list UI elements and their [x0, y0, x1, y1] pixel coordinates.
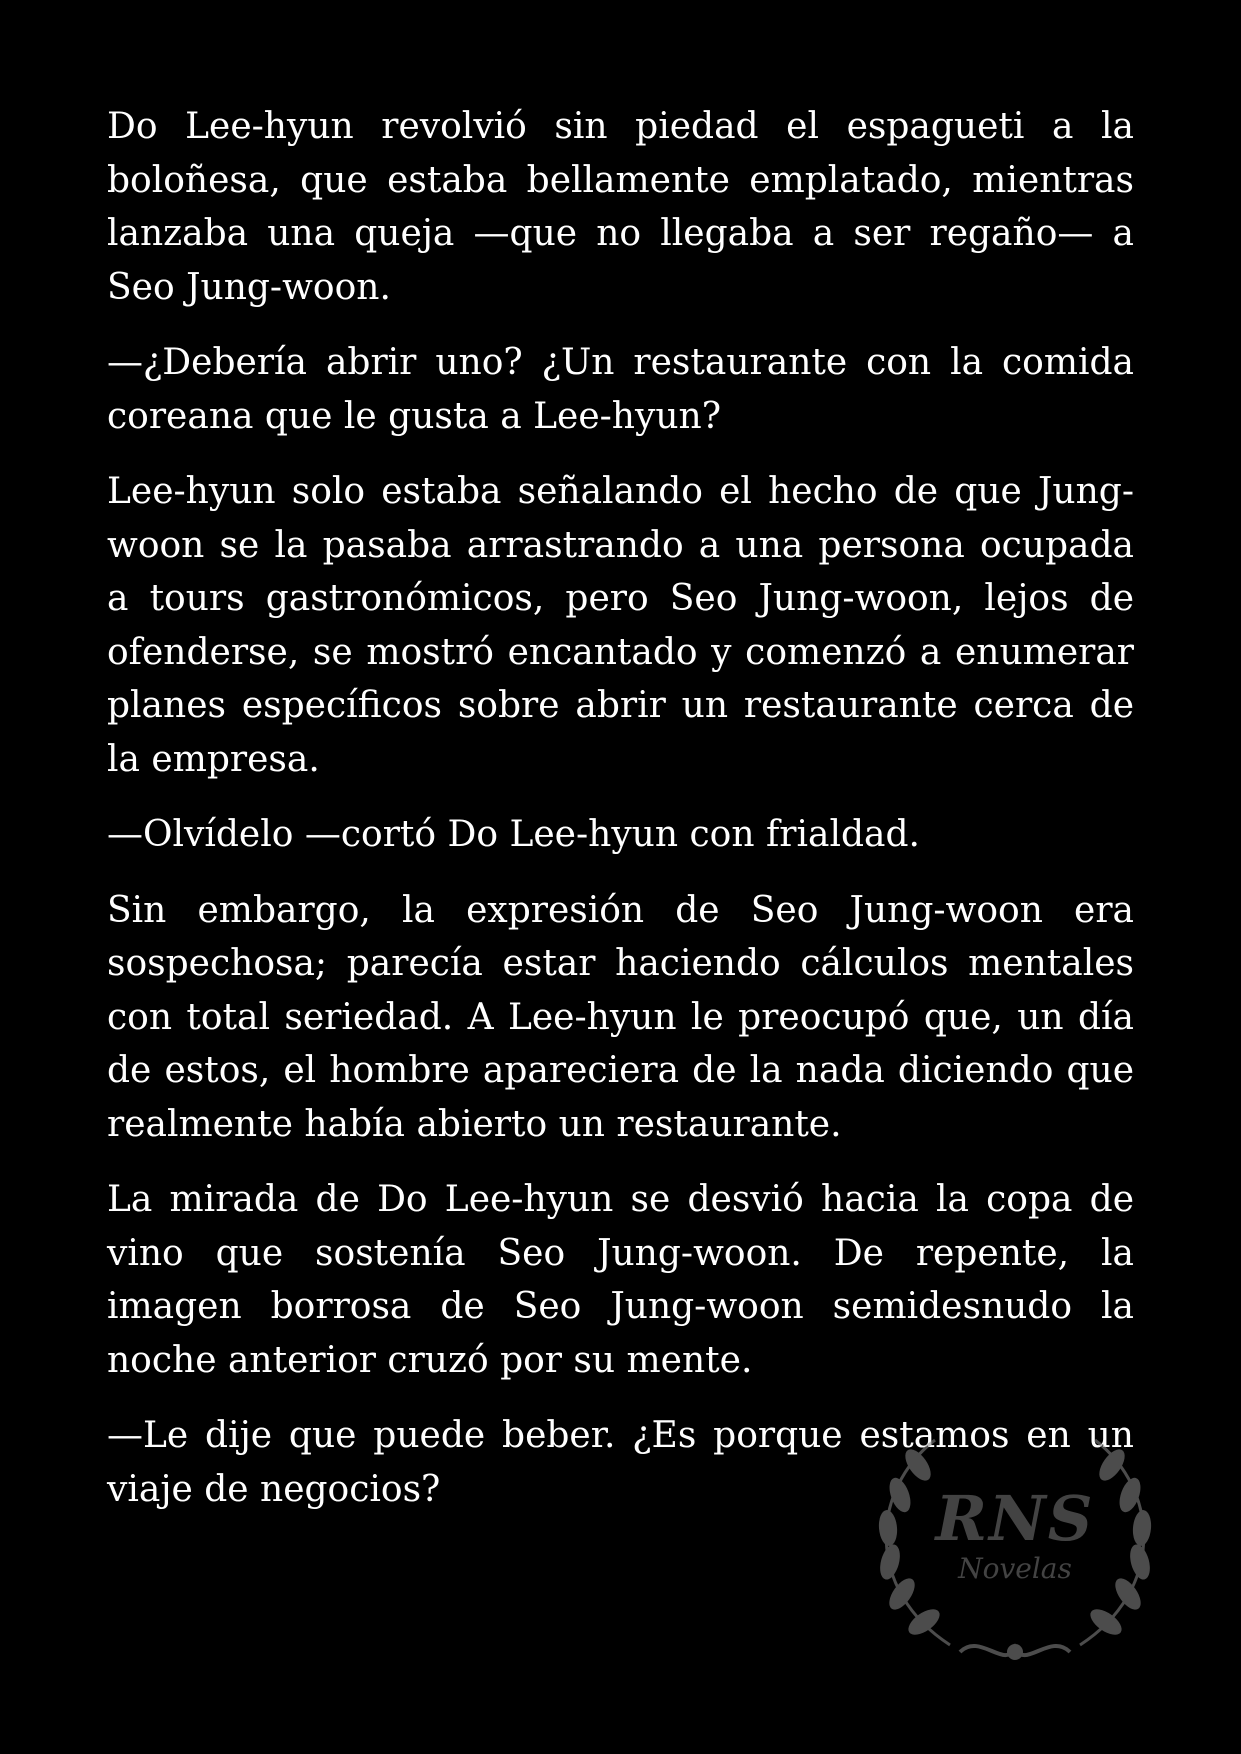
paragraph-4: —Olvídelo —cortó Do Lee-hyun con frialdad.: [107, 814, 920, 855]
story-text: [107, 100, 1134, 1538]
paragraph-7: —Le dije que puede beber. ¿Es porque estamos en un viaje de negocios?: [107, 1415, 1134, 1510]
paragraph-3: Lee-hyun solo estaba señalando el hecho de que Jung-woon se la pasaba arrastrando a una persona ocupada a tours gastronómicos, pero Seo Jung-woon, lejos de ofenderse, se mostró encantado y comenzó a enumerar planes específicos sobre abrir un restaurante cerca de la empresa.: [107, 471, 1134, 780]
watermark-subtitle: Novelas: [958, 1552, 1072, 1585]
paragraph-2: —¿Debería abrir uno? ¿Un restaurante con la comida coreana que le gusta a Lee-hyun?: [107, 342, 1134, 437]
watermark: [840, 1420, 1190, 1680]
paragraph-1: Do Lee-hyun revolvió sin piedad el espagueti a la boloñesa, que estaba bellamente emplatado, mientras lanzaba una queja —que no llegaba a ser regaño— a Seo Jung-woon.: [107, 106, 1134, 308]
watermark-title: RNS: [935, 1482, 1095, 1555]
paragraph-5: Sin embargo, la expresión de Seo Jung-woon era sospechosa; parecía estar haciendo cálculos mentales con total seriedad. A Lee-hyun le preocupó que, un día de estos, el hombre apareciera de la nada diciendo que realmente había abierto un restaurante.: [107, 889, 1134, 1145]
paragraph-6: La mirada de Do Lee-hyun se desvió hacia la copa de vino que sostenía Seo Jung-woon. De repente, la imagen borrosa de Seo Jung-woon semidesnudo la noche anterior cruzó por su mente.: [107, 1179, 1134, 1381]
